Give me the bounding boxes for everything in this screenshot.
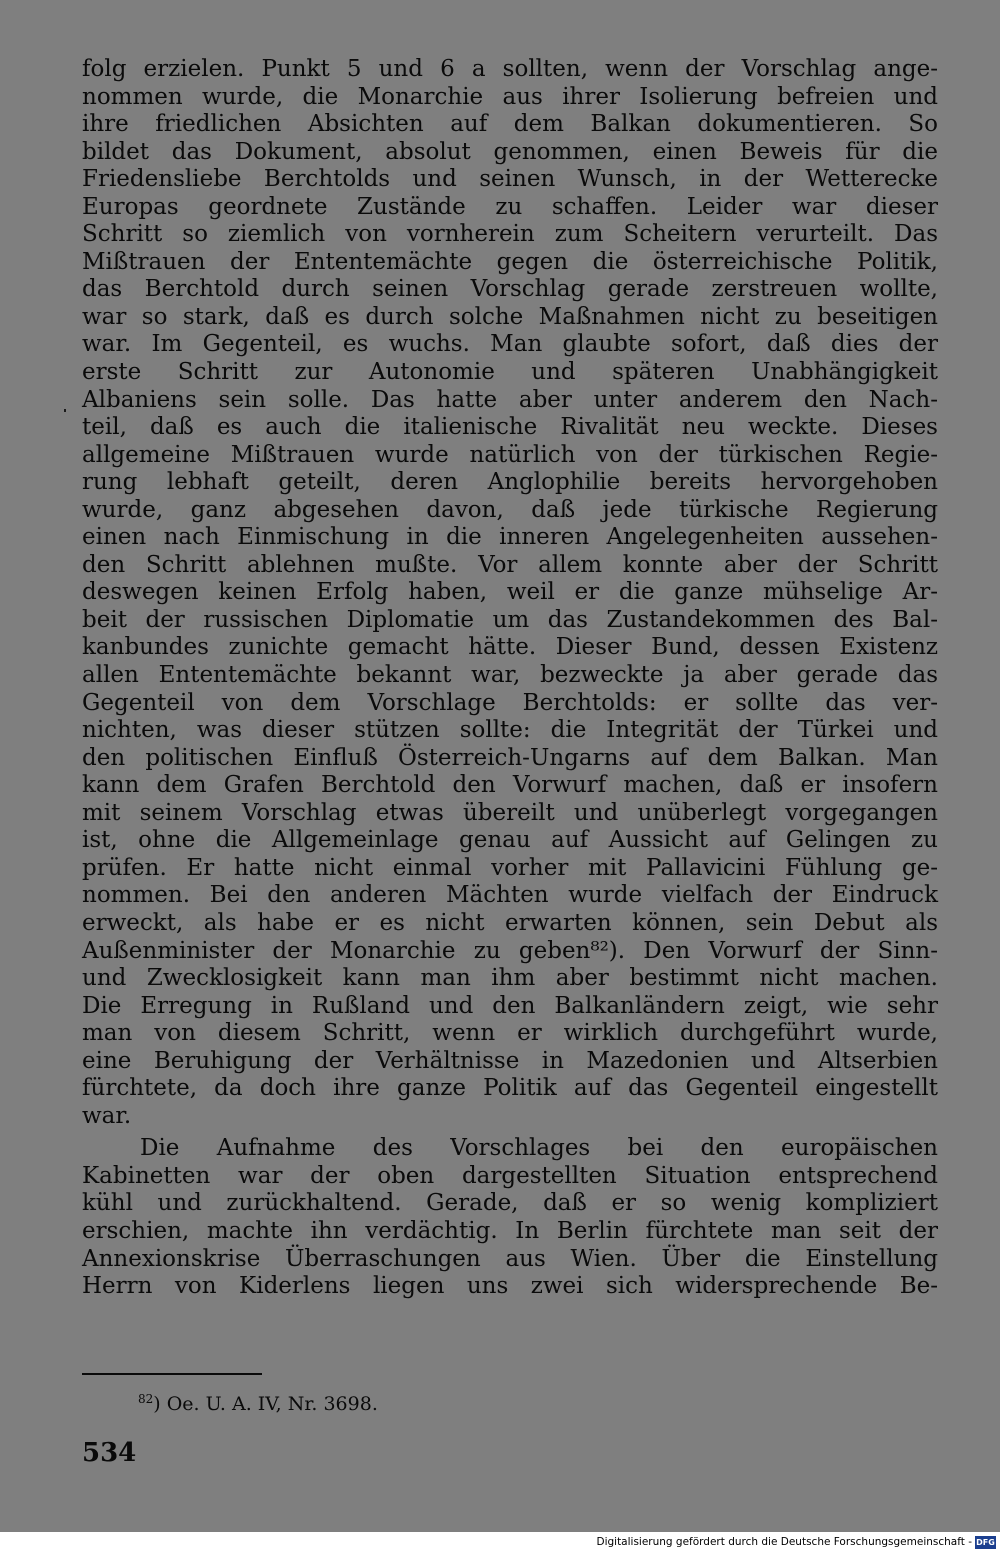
text-line: den Schritt ablehnen mußte. Vor allem konnte aber der Schritt: [82, 551, 938, 578]
text-line: allen Ententemächte bekannt war, bezweckte ja aber gerade das: [82, 662, 938, 689]
text-line: Gegenteil von dem Vorschlage Berchtolds: er sollte das ver-: [82, 689, 938, 716]
text-line: Herrn von Kiderlens liegen uns zwei sich widersprechende Be-: [82, 1273, 938, 1300]
text-line: Kabinetten war der oben dargestellten Situation entsprechend: [82, 1162, 938, 1189]
text-line: allgemeine Mißtrauen wurde natürlich von der türkischen Regie-: [82, 441, 938, 468]
text-line: nichten, was dieser stützen sollte: die Integrität der Türkei und: [82, 717, 938, 744]
text-line: das Berchtold durch seinen Vorschlag gerade zerstreuen wollte,: [82, 276, 938, 303]
text-line: bildet das Dokument, absolut genommen, einen Beweis für die: [82, 138, 938, 165]
text-line: mit seinem Vorschlag etwas übereilt und unüberlegt vorgegangen: [82, 799, 938, 826]
body-text: [82, 56, 938, 1301]
text-line: Mißtrauen der Ententemächte gegen die österreichische Politik,: [82, 248, 938, 275]
text-line: Europas geordnete Zustände zu schaffen. Leider war dieser: [82, 193, 938, 220]
text-line: beit der russischen Diplomatie um das Zustandekommen des Bal-: [82, 606, 938, 633]
scan-speck: [64, 409, 66, 412]
text-line: eine Beruhigung der Verhältnisse in Mazedonien und Altserbien: [82, 1047, 938, 1074]
text-line: teil, daß es auch die italienische Rivalität neu weckte. Dieses: [82, 414, 938, 441]
text-line: rung lebhaft geteilt, deren Anglophilie bereits hervorgehoben: [82, 469, 938, 496]
text-line: und Zwecklosigkeit kann man ihm aber bestimmt nicht machen.: [82, 965, 938, 992]
text-line: einen nach Einmischung in die inneren Angelegenheiten aussehen-: [82, 524, 938, 551]
text-line: Außenminister der Monarchie zu geben⁸²). Den Vorwurf der Sinn-: [82, 937, 938, 964]
text-line: Schritt so ziemlich von vornherein zum Scheitern verurteilt. Das: [82, 221, 938, 248]
text-line: Die Aufnahme des Vorschlages bei den europäischen: [140, 1135, 938, 1162]
text-line: kühl und zurückhaltend. Gerade, daß er so wenig kompliziert: [82, 1190, 938, 1217]
text-line: Die Erregung in Rußland und den Balkanländern zeigt, wie sehr: [82, 992, 938, 1019]
credit-bar: [0, 1532, 1000, 1553]
text-line: war. Im Gegenteil, es wuchs. Man glaubte sofort, daß dies der: [82, 331, 938, 358]
footnote: [138, 1392, 378, 1415]
paragraph-1: [82, 56, 938, 1130]
text-line: Albaniens sein solle. Das hatte aber unter anderem den Nach-: [82, 386, 938, 413]
page-number: 534: [82, 1438, 137, 1468]
paragraph-2: [82, 1135, 938, 1300]
dfg-logo-icon: DFG: [976, 1538, 995, 1547]
text-line: war so stark, daß es durch solche Maßnahmen nicht zu beseitigen: [82, 303, 938, 330]
text-line: ihre friedlichen Absichten auf dem Balkan dokumentieren. So: [82, 111, 938, 138]
text-line: nommen wurde, die Monarchie aus ihrer Isolierung befreien und: [82, 83, 938, 110]
credit-text: Digitalisierung gefördert durch die Deutsche Forschungsgemeinschaft -: [596, 1536, 972, 1548]
text-line: erste Schritt zur Autonomie und späteren Unabhängigkeit: [82, 359, 938, 386]
text-line: den politischen Einfluß Österreich-Ungarns auf dem Balkan. Man: [82, 744, 938, 771]
text-line: war.: [82, 1102, 132, 1129]
text-line: fürchtete, da doch ihre ganze Politik auf das Gegenteil eingestellt: [82, 1075, 938, 1102]
footnote-text: ) Oe. U. A. IV, Nr. 3698.: [153, 1393, 378, 1415]
text-line: prüfen. Er hatte nicht einmal vorher mit Pallavicini Fühlung ge-: [82, 854, 938, 881]
text-line: nommen. Bei den anderen Mächten wurde vielfach der Eindruck: [82, 882, 938, 909]
text-line: Friedensliebe Berchtolds und seinen Wunsch, in der Wetterecke: [82, 166, 938, 193]
text-line: man von diesem Schritt, wenn er wirklich durchgeführt wurde,: [82, 1020, 938, 1047]
text-line: deswegen keinen Erfolg haben, weil er die ganze mühselige Ar-: [82, 579, 938, 606]
text-line: erschien, machte ihn verdächtig. In Berlin fürchtete man seit der: [82, 1217, 938, 1244]
footnote-marker: 82: [138, 1392, 154, 1406]
text-line: ist, ohne die Allgemeinlage genau auf Aussicht auf Gelingen zu: [82, 827, 938, 854]
text-line: Annexionskrise Überraschungen aus Wien. Über die Einstellung: [82, 1245, 938, 1272]
text-line: wurde, ganz abgesehen davon, daß jede türkische Regierung: [82, 496, 938, 523]
text-line: erweckt, als habe er es nicht erwarten können, sein Debut als: [82, 909, 938, 936]
text-line: kanbundes zunichte gemacht hätte. Dieser Bund, dessen Existenz: [82, 634, 938, 661]
text-line: folg erzielen. Punkt 5 und 6 a sollten, wenn der Vorschlag ange-: [82, 56, 938, 82]
footnote-separator: [82, 1373, 262, 1375]
text-line: kann dem Grafen Berchtold den Vorwurf machen, daß er insofern: [82, 772, 938, 799]
